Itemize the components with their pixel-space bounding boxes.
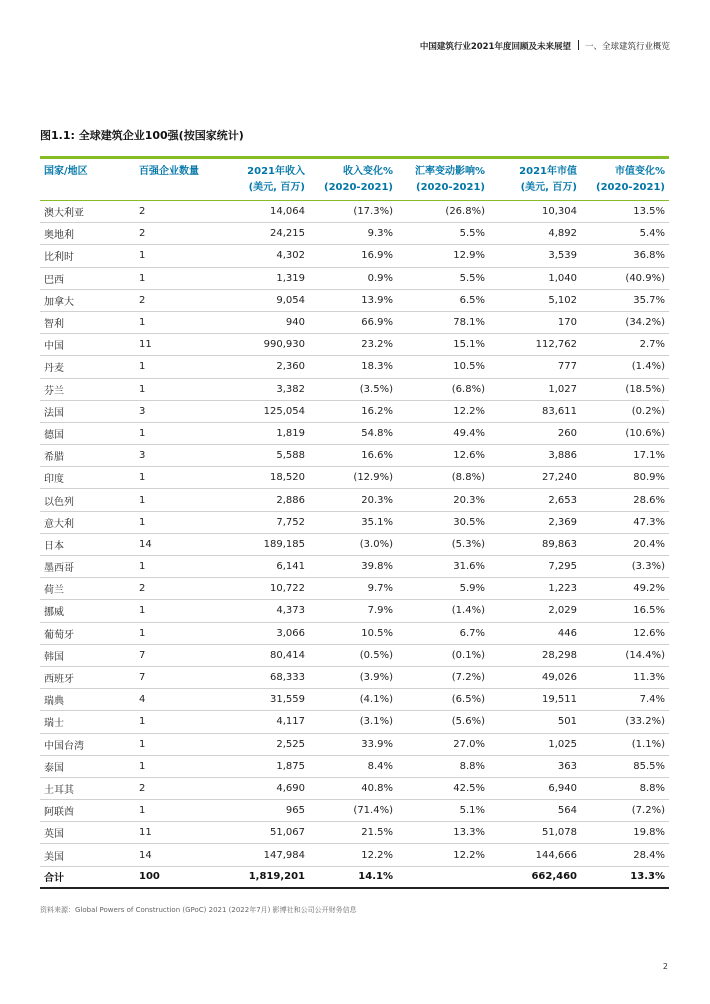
cell-market-cap: 5,102 xyxy=(489,289,581,311)
cell-revenue: 80,414 xyxy=(223,644,309,666)
cell-revenue: 2,886 xyxy=(223,489,309,511)
cell-market-cap: 1,027 xyxy=(489,378,581,400)
cell-company-count: 1 xyxy=(135,800,223,822)
cell-market-cap: 10,304 xyxy=(489,201,581,223)
cell-company-count: 1 xyxy=(135,467,223,489)
table-row xyxy=(40,800,669,822)
cell-market-cap: 89,863 xyxy=(489,533,581,555)
cell-revenue: 147,984 xyxy=(223,844,309,866)
cell-country: 美国 xyxy=(40,844,135,866)
cell-market-cap: 501 xyxy=(489,711,581,733)
cell-revenue-change: (3.9%) xyxy=(309,666,397,688)
total-label: 合计 xyxy=(40,866,135,888)
cell-revenue-change: 66.9% xyxy=(309,311,397,333)
total-fx-impact xyxy=(397,866,489,888)
cell-fx-impact: (0.1%) xyxy=(397,644,489,666)
cell-country: 泰国 xyxy=(40,755,135,777)
cell-company-count: 14 xyxy=(135,533,223,555)
cell-revenue-change: 16.9% xyxy=(309,245,397,267)
cell-market-cap: 1,025 xyxy=(489,733,581,755)
header-fx-impact: 汇率变动影响% (2020-2021) xyxy=(414,166,485,193)
cell-fx-impact: 15.1% xyxy=(397,334,489,356)
cell-country: 阿联酋 xyxy=(40,800,135,822)
page-number: 2 xyxy=(662,962,668,971)
cell-company-count: 14 xyxy=(135,844,223,866)
table-row xyxy=(40,267,669,289)
cell-company-count: 3 xyxy=(135,400,223,422)
table-row xyxy=(40,533,669,555)
cell-country: 澳大利亚 xyxy=(40,201,135,223)
table-total-row xyxy=(40,866,669,888)
cell-market-cap: 144,666 xyxy=(489,844,581,866)
cell-country: 意大利 xyxy=(40,511,135,533)
cell-market-cap-change: 20.4% xyxy=(581,533,669,555)
cell-company-count: 1 xyxy=(135,600,223,622)
header-country: 国家/地区 xyxy=(44,166,88,177)
table-row xyxy=(40,755,669,777)
header-market-cap-change: 市值变化% (2020-2021) xyxy=(596,166,665,193)
cell-revenue: 14,064 xyxy=(223,201,309,223)
table-row xyxy=(40,201,669,223)
cell-revenue: 965 xyxy=(223,800,309,822)
cell-company-count: 3 xyxy=(135,445,223,467)
cell-country: 西班牙 xyxy=(40,666,135,688)
cell-revenue-change: 13.9% xyxy=(309,289,397,311)
cell-market-cap-change: (0.2%) xyxy=(581,400,669,422)
cell-revenue: 4,373 xyxy=(223,600,309,622)
cell-fx-impact: (5.3%) xyxy=(397,533,489,555)
cell-revenue-change: (71.4%) xyxy=(309,800,397,822)
cell-revenue: 31,559 xyxy=(223,689,309,711)
cell-revenue-change: 16.2% xyxy=(309,400,397,422)
cell-fx-impact: (6.8%) xyxy=(397,378,489,400)
cell-market-cap: 363 xyxy=(489,755,581,777)
cell-market-cap: 49,026 xyxy=(489,666,581,688)
cell-country: 智利 xyxy=(40,311,135,333)
table-row xyxy=(40,511,669,533)
cell-revenue-change: 40.8% xyxy=(309,777,397,799)
table-row xyxy=(40,733,669,755)
header-company-count: 百强企业数量 xyxy=(139,166,199,177)
cell-market-cap: 2,029 xyxy=(489,600,581,622)
table-row xyxy=(40,711,669,733)
cell-revenue-change: 33.9% xyxy=(309,733,397,755)
cell-company-count: 1 xyxy=(135,511,223,533)
cell-country: 希腊 xyxy=(40,445,135,467)
cell-market-cap: 112,762 xyxy=(489,334,581,356)
table-row xyxy=(40,378,669,400)
construction-top100-table xyxy=(40,156,669,889)
cell-company-count: 7 xyxy=(135,666,223,688)
cell-revenue-change: (3.0%) xyxy=(309,533,397,555)
cell-revenue: 4,690 xyxy=(223,777,309,799)
cell-market-cap-change: 80.9% xyxy=(581,467,669,489)
cell-company-count: 1 xyxy=(135,356,223,378)
table-row xyxy=(40,223,669,245)
cell-country: 葡萄牙 xyxy=(40,622,135,644)
cell-market-cap: 7,295 xyxy=(489,556,581,578)
total-revenue: 1,819,201 xyxy=(223,866,309,888)
cell-market-cap: 27,240 xyxy=(489,467,581,489)
cell-market-cap-change: 8.8% xyxy=(581,777,669,799)
cell-company-count: 1 xyxy=(135,733,223,755)
header-report-title: 中国建筑行业2021年度回顾及未来展望 xyxy=(419,42,571,52)
cell-revenue: 1,875 xyxy=(223,755,309,777)
cell-market-cap-change: (7.2%) xyxy=(581,800,669,822)
cell-revenue: 68,333 xyxy=(223,666,309,688)
cell-market-cap-change: 49.2% xyxy=(581,578,669,600)
total-market-cap-change: 13.3% xyxy=(581,866,669,888)
cell-market-cap: 2,369 xyxy=(489,511,581,533)
header-section-title: 一、全球建筑行业概览 xyxy=(584,42,670,52)
cell-market-cap: 170 xyxy=(489,311,581,333)
cell-company-count: 1 xyxy=(135,711,223,733)
cell-fx-impact: 10.5% xyxy=(397,356,489,378)
cell-revenue: 4,302 xyxy=(223,245,309,267)
table-header-row xyxy=(40,158,669,201)
table-row xyxy=(40,489,669,511)
cell-fx-impact: (6.5%) xyxy=(397,689,489,711)
cell-revenue-change: 0.9% xyxy=(309,267,397,289)
cell-company-count: 1 xyxy=(135,422,223,444)
cell-country: 荷兰 xyxy=(40,578,135,600)
table-row xyxy=(40,578,669,600)
cell-market-cap: 83,611 xyxy=(489,400,581,422)
cell-country: 加拿大 xyxy=(40,289,135,311)
table-row xyxy=(40,689,669,711)
cell-revenue-change: 18.3% xyxy=(309,356,397,378)
cell-revenue: 189,185 xyxy=(223,533,309,555)
cell-market-cap-change: 7.4% xyxy=(581,689,669,711)
cell-country: 印度 xyxy=(40,467,135,489)
cell-fx-impact: 12.9% xyxy=(397,245,489,267)
cell-fx-impact: 5.1% xyxy=(397,800,489,822)
cell-fx-impact: 42.5% xyxy=(397,777,489,799)
cell-fx-impact: 78.1% xyxy=(397,311,489,333)
cell-fx-impact: 30.5% xyxy=(397,511,489,533)
cell-company-count: 11 xyxy=(135,822,223,844)
cell-market-cap-change: (14.4%) xyxy=(581,644,669,666)
cell-fx-impact: 49.4% xyxy=(397,422,489,444)
cell-revenue-change: (3.1%) xyxy=(309,711,397,733)
cell-country: 芬兰 xyxy=(40,378,135,400)
cell-revenue-change: 16.6% xyxy=(309,445,397,467)
table-row xyxy=(40,777,669,799)
cell-company-count: 1 xyxy=(135,311,223,333)
table-row xyxy=(40,400,669,422)
cell-country: 巴西 xyxy=(40,267,135,289)
cell-market-cap-change: 35.7% xyxy=(581,289,669,311)
cell-revenue: 1,819 xyxy=(223,422,309,444)
cell-revenue: 9,054 xyxy=(223,289,309,311)
cell-market-cap-change: 28.4% xyxy=(581,844,669,866)
cell-market-cap-change: (1.4%) xyxy=(581,356,669,378)
cell-fx-impact: 5.5% xyxy=(397,223,489,245)
cell-company-count: 11 xyxy=(135,334,223,356)
table-row xyxy=(40,289,669,311)
cell-fx-impact: 12.6% xyxy=(397,445,489,467)
cell-market-cap-change: (10.6%) xyxy=(581,422,669,444)
cell-country: 土耳其 xyxy=(40,777,135,799)
cell-revenue-change: 10.5% xyxy=(309,622,397,644)
cell-market-cap-change: 28.6% xyxy=(581,489,669,511)
cell-fx-impact: (8.8%) xyxy=(397,467,489,489)
cell-market-cap-change: 19.8% xyxy=(581,822,669,844)
cell-revenue-change: 23.2% xyxy=(309,334,397,356)
header-revenue-2021: 2021年收入 (美元, 百万) xyxy=(247,166,305,193)
table-row xyxy=(40,822,669,844)
cell-market-cap-change: (1.1%) xyxy=(581,733,669,755)
cell-market-cap: 6,940 xyxy=(489,777,581,799)
cell-market-cap-change: 85.5% xyxy=(581,755,669,777)
cell-revenue: 6,141 xyxy=(223,556,309,578)
table-row xyxy=(40,334,669,356)
cell-country: 墨西哥 xyxy=(40,556,135,578)
cell-revenue: 2,360 xyxy=(223,356,309,378)
cell-country: 法国 xyxy=(40,400,135,422)
cell-country: 瑞典 xyxy=(40,689,135,711)
cell-company-count: 2 xyxy=(135,201,223,223)
cell-market-cap: 3,886 xyxy=(489,445,581,467)
cell-fx-impact: 13.3% xyxy=(397,822,489,844)
table-row xyxy=(40,356,669,378)
cell-company-count: 1 xyxy=(135,622,223,644)
cell-market-cap: 777 xyxy=(489,356,581,378)
cell-company-count: 4 xyxy=(135,689,223,711)
cell-fx-impact: 8.8% xyxy=(397,755,489,777)
cell-revenue-change: 20.3% xyxy=(309,489,397,511)
cell-fx-impact: (5.6%) xyxy=(397,711,489,733)
table-row xyxy=(40,422,669,444)
cell-fx-impact: (26.8%) xyxy=(397,201,489,223)
cell-market-cap-change: 47.3% xyxy=(581,511,669,533)
cell-revenue: 3,382 xyxy=(223,378,309,400)
total-market-cap: 662,460 xyxy=(489,866,581,888)
table-row xyxy=(40,556,669,578)
cell-country: 以色列 xyxy=(40,489,135,511)
cell-revenue: 24,215 xyxy=(223,223,309,245)
cell-company-count: 1 xyxy=(135,378,223,400)
cell-market-cap: 1,223 xyxy=(489,578,581,600)
cell-market-cap: 4,892 xyxy=(489,223,581,245)
cell-market-cap-change: (3.3%) xyxy=(581,556,669,578)
total-company-count: 100 xyxy=(135,866,223,888)
table-row xyxy=(40,467,669,489)
cell-fx-impact: 31.6% xyxy=(397,556,489,578)
cell-market-cap: 446 xyxy=(489,622,581,644)
cell-revenue-change: 39.8% xyxy=(309,556,397,578)
cell-revenue: 940 xyxy=(223,311,309,333)
cell-revenue-change: 54.8% xyxy=(309,422,397,444)
cell-market-cap: 28,298 xyxy=(489,644,581,666)
cell-company-count: 2 xyxy=(135,578,223,600)
cell-country: 丹麦 xyxy=(40,356,135,378)
cell-revenue-change: 21.5% xyxy=(309,822,397,844)
cell-fx-impact: 27.0% xyxy=(397,733,489,755)
cell-revenue-change: (12.9%) xyxy=(309,467,397,489)
cell-revenue-change: 7.9% xyxy=(309,600,397,622)
cell-company-count: 1 xyxy=(135,267,223,289)
cell-fx-impact: 5.9% xyxy=(397,578,489,600)
cell-revenue: 5,588 xyxy=(223,445,309,467)
table-row xyxy=(40,666,669,688)
cell-company-count: 1 xyxy=(135,489,223,511)
cell-revenue: 51,067 xyxy=(223,822,309,844)
cell-revenue-change: (3.5%) xyxy=(309,378,397,400)
cell-country: 中国台湾 xyxy=(40,733,135,755)
cell-company-count: 1 xyxy=(135,556,223,578)
cell-revenue-change: (0.5%) xyxy=(309,644,397,666)
cell-market-cap-change: 5.4% xyxy=(581,223,669,245)
cell-company-count: 2 xyxy=(135,289,223,311)
cell-country: 奥地利 xyxy=(40,223,135,245)
cell-revenue: 3,066 xyxy=(223,622,309,644)
header-market-cap-2021: 2021年市值 (美元, 百万) xyxy=(519,166,577,193)
cell-market-cap-change: (34.2%) xyxy=(581,311,669,333)
source-note: 资料来源：Global Powers of Construction (GPoC) 2021 (2022年7月) 影博社和公司公开财务信息 xyxy=(40,906,357,914)
cell-revenue-change: 8.4% xyxy=(309,755,397,777)
header-revenue-change: 收入变化% (2020-2021) xyxy=(324,166,393,193)
cell-fx-impact: 20.3% xyxy=(397,489,489,511)
cell-market-cap: 1,040 xyxy=(489,267,581,289)
cell-revenue-change: (17.3%) xyxy=(309,201,397,223)
cell-revenue: 1,319 xyxy=(223,267,309,289)
running-header xyxy=(420,40,670,52)
cell-market-cap-change: 17.1% xyxy=(581,445,669,467)
table-row xyxy=(40,445,669,467)
cell-market-cap: 3,539 xyxy=(489,245,581,267)
header-divider xyxy=(578,40,579,50)
cell-revenue: 4,117 xyxy=(223,711,309,733)
table-row xyxy=(40,600,669,622)
cell-market-cap-change: 2.7% xyxy=(581,334,669,356)
cell-company-count: 2 xyxy=(135,223,223,245)
cell-revenue: 18,520 xyxy=(223,467,309,489)
cell-revenue-change: 12.2% xyxy=(309,844,397,866)
cell-country: 挪威 xyxy=(40,600,135,622)
cell-market-cap-change: (33.2%) xyxy=(581,711,669,733)
cell-market-cap: 19,511 xyxy=(489,689,581,711)
cell-revenue-change: 9.7% xyxy=(309,578,397,600)
cell-fx-impact: 12.2% xyxy=(397,844,489,866)
cell-revenue: 2,525 xyxy=(223,733,309,755)
cell-fx-impact: 5.5% xyxy=(397,267,489,289)
cell-market-cap-change: (40.9%) xyxy=(581,267,669,289)
cell-country: 中国 xyxy=(40,334,135,356)
cell-country: 瑞士 xyxy=(40,711,135,733)
cell-company-count: 7 xyxy=(135,644,223,666)
cell-revenue: 7,752 xyxy=(223,511,309,533)
cell-company-count: 1 xyxy=(135,755,223,777)
table-row xyxy=(40,311,669,333)
table-row xyxy=(40,622,669,644)
cell-country: 日本 xyxy=(40,533,135,555)
total-revenue-change: 14.1% xyxy=(309,866,397,888)
cell-market-cap-change: 12.6% xyxy=(581,622,669,644)
cell-revenue: 990,930 xyxy=(223,334,309,356)
cell-market-cap: 260 xyxy=(489,422,581,444)
cell-market-cap: 51,078 xyxy=(489,822,581,844)
table-row xyxy=(40,245,669,267)
cell-market-cap-change: 11.3% xyxy=(581,666,669,688)
cell-country: 比利时 xyxy=(40,245,135,267)
figure-title: 图1.1: 全球建筑企业100强(按国家统计) xyxy=(40,129,244,142)
cell-market-cap: 2,653 xyxy=(489,489,581,511)
cell-revenue: 10,722 xyxy=(223,578,309,600)
cell-fx-impact: 6.5% xyxy=(397,289,489,311)
cell-revenue-change: 35.1% xyxy=(309,511,397,533)
cell-country: 韩国 xyxy=(40,644,135,666)
cell-fx-impact: (7.2%) xyxy=(397,666,489,688)
table-row xyxy=(40,644,669,666)
cell-revenue: 125,054 xyxy=(223,400,309,422)
cell-market-cap: 564 xyxy=(489,800,581,822)
cell-company-count: 2 xyxy=(135,777,223,799)
cell-market-cap-change: (18.5%) xyxy=(581,378,669,400)
cell-fx-impact: (1.4%) xyxy=(397,600,489,622)
cell-country: 德国 xyxy=(40,422,135,444)
cell-company-count: 1 xyxy=(135,245,223,267)
cell-market-cap-change: 36.8% xyxy=(581,245,669,267)
cell-fx-impact: 12.2% xyxy=(397,400,489,422)
cell-market-cap-change: 13.5% xyxy=(581,201,669,223)
cell-revenue-change: (4.1%) xyxy=(309,689,397,711)
cell-fx-impact: 6.7% xyxy=(397,622,489,644)
cell-revenue-change: 9.3% xyxy=(309,223,397,245)
table-row xyxy=(40,844,669,866)
cell-market-cap-change: 16.5% xyxy=(581,600,669,622)
cell-country: 英国 xyxy=(40,822,135,844)
